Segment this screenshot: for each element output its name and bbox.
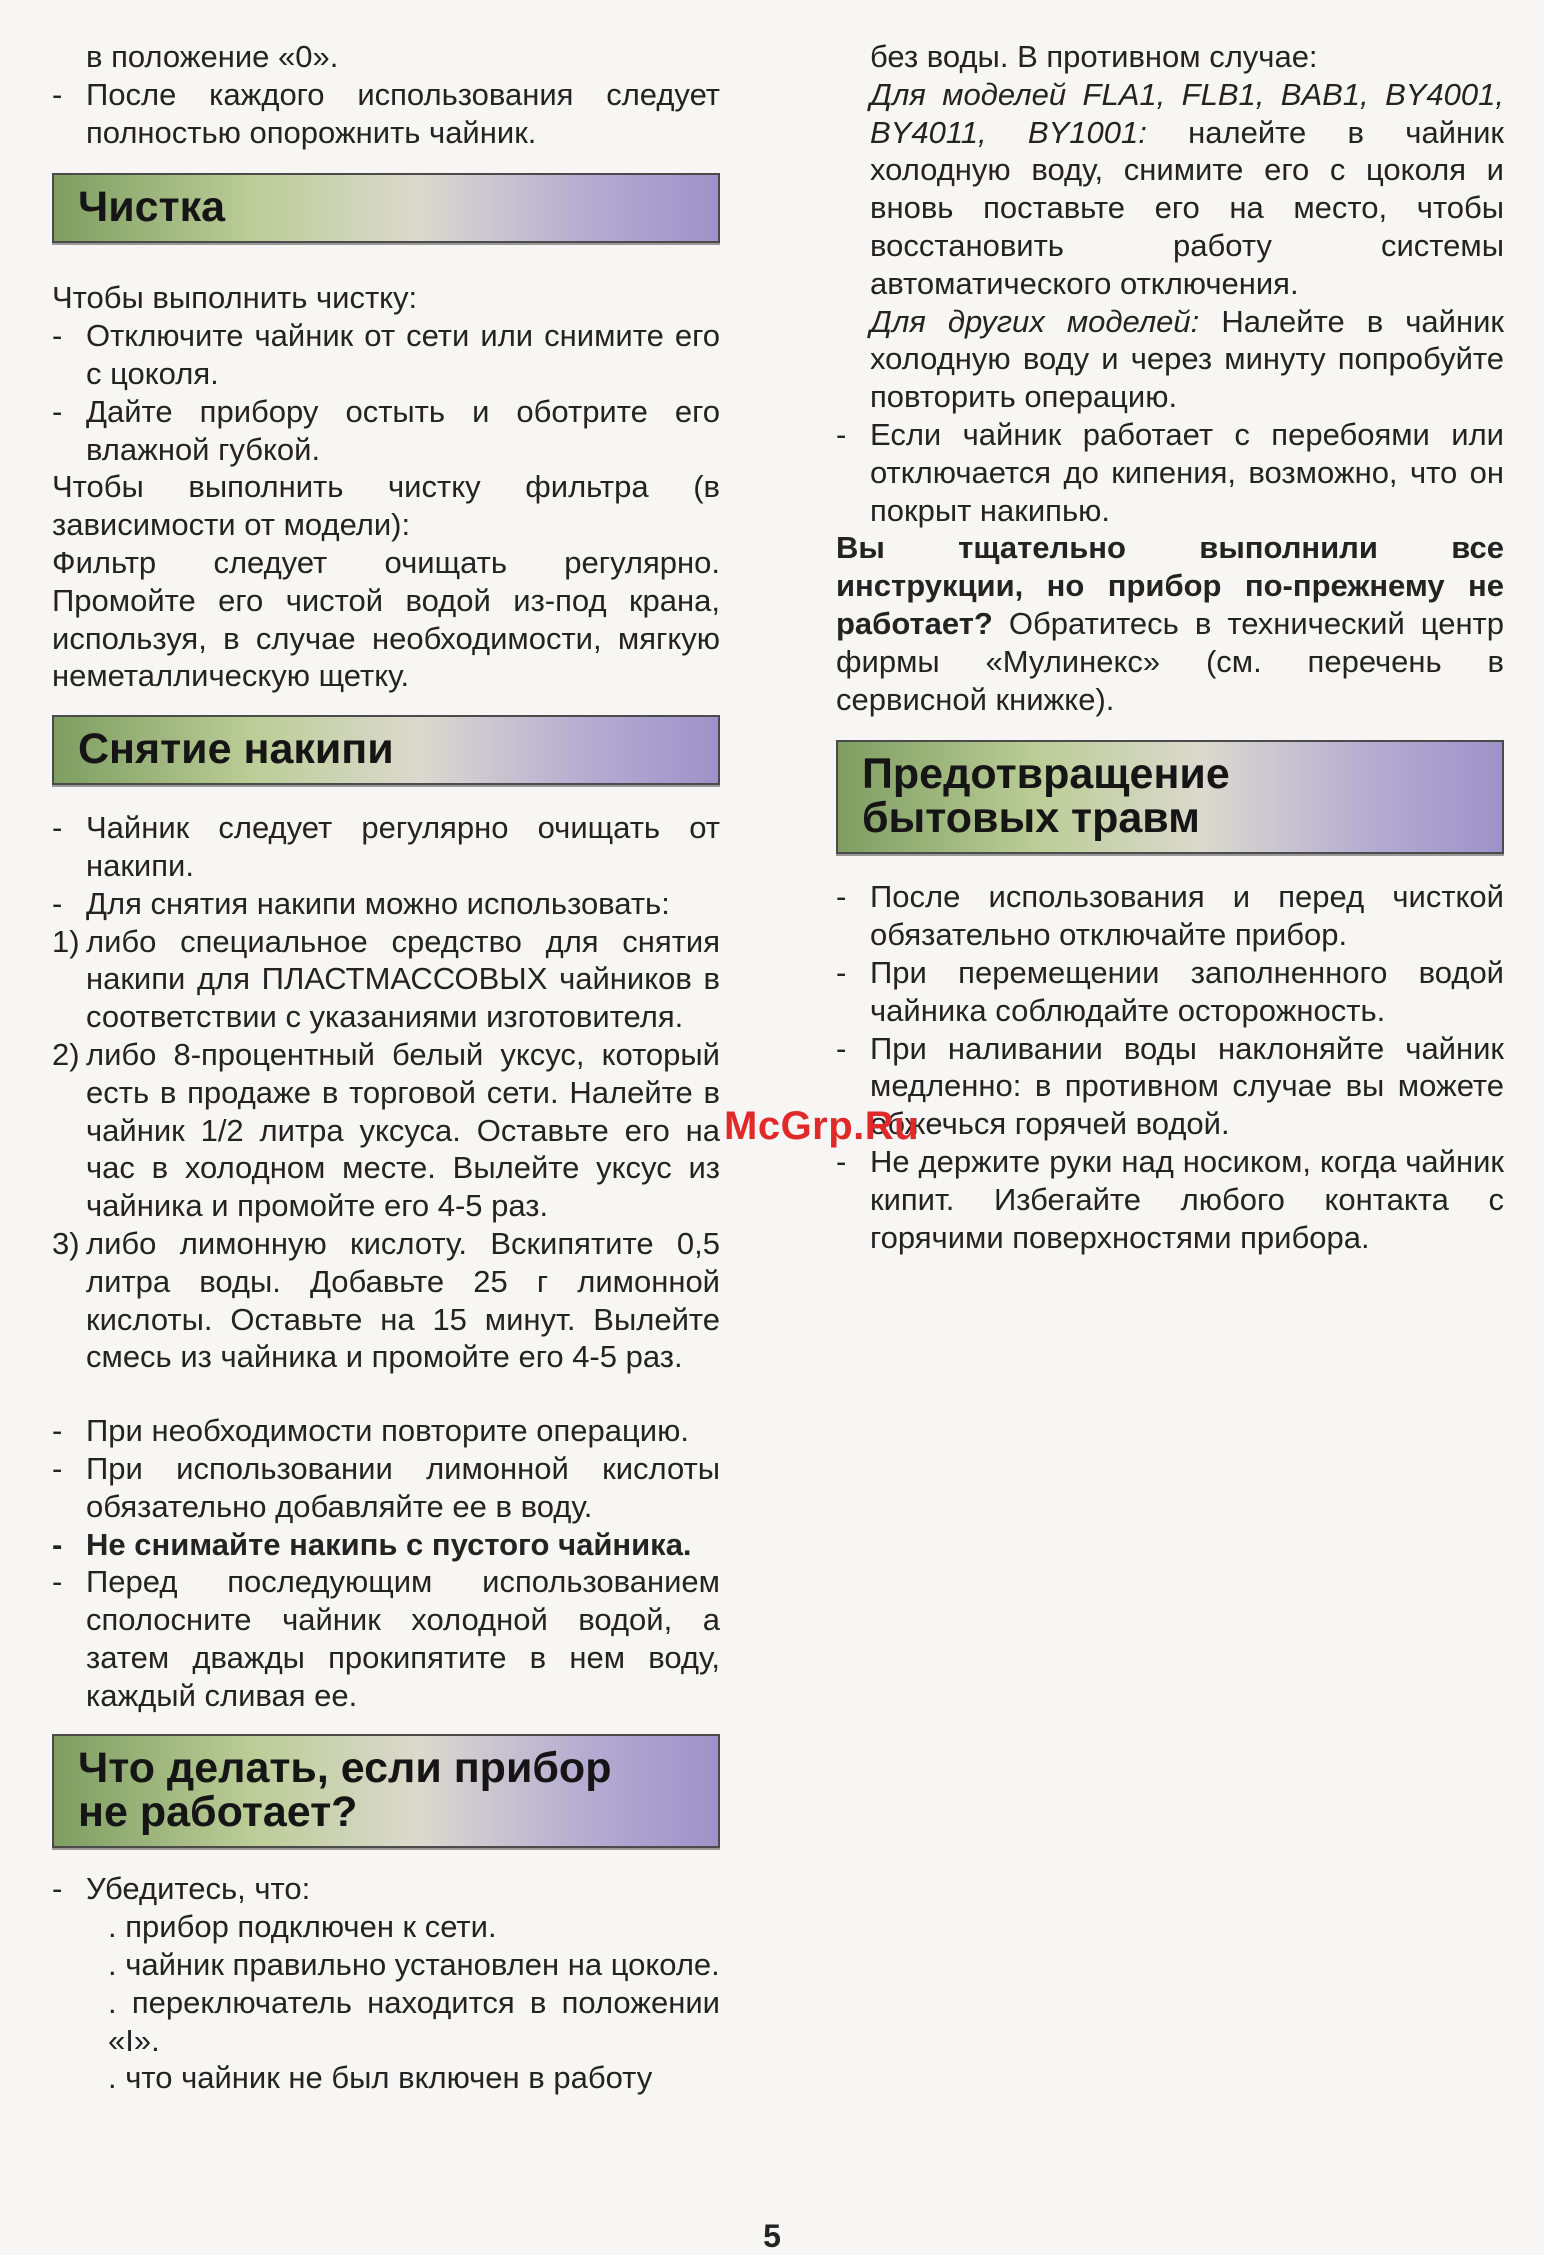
continued-line: без воды. В противном случае: [870,39,1318,74]
numbered-item: 3) либо лимонную кислоту. Вскипятите 0,5 литра воды. Добавьте 25 г лимонной кислоты. Оставьте на 15 минут. Вылейте смесь из чайника и промойте его 4-5 раз. [52,1225,720,1375]
section-header-cleaning: Чистка [52,173,720,243]
check-item: . переключатель находится в положении «I». [108,1984,720,2058]
right-column [836,38,1504,1256]
list-item: - Не держите руки над носиком, когда чайник кипит. Избегайте любого контакта с горячими поверхностями прибора. [836,1143,1504,1256]
numbered-item: 1) либо специальное средство для снятия накипи для ПЛАСТМАССОВЫХ чайников в соответствии с указаниями изготовителя. [52,923,720,1035]
list-item: - Дайте прибору остыть и оботрите его влажной губкой. [52,393,720,469]
list-item: - При необходимости повторите операцию. [52,1412,720,1450]
list-item: - Если чайник работает с перебоями или отключается до кипения, возможно, что он покрыт накипью. [836,416,1504,529]
list-item: - Перед последующим использованием сполосните чайник холодной водой, а затем дважды прокипятите в нем воду, каждый сливая ее. [52,1563,720,1714]
continued-line: в положение «0». [86,39,339,74]
list-item: - Чайник следует регулярно очищать от накипи. [52,809,720,885]
left-column [52,38,720,2097]
list-item: - После использования и перед чисткой обязательно отключайте прибор. [836,878,1504,954]
service-paragraph: Вы тщательно выполнили все инструкции, но прибор по-прежнему не работает? Обратитесь в технический центр фирмы «Мулинекс» (см. перечень в сервисной книжке). [836,530,1504,717]
page-number: 5 [763,2218,781,2254]
list-item: - После каждого использования следует полностью опорожнить чайник. [52,76,720,152]
list-item: - При перемещении заполненного водой чайника соблюдайте осторожность. [836,954,1504,1030]
list-item: - При наливании воды наклоняйте чайник медленно: в противном случае вы можете обжечься горячей водой. [836,1030,1504,1143]
list-item: - Отключите чайник от сети или снимите его с цоколя. [52,317,720,393]
check-item: . прибор подключен к сети. [108,1909,497,1945]
filter-text: Фильтр следует очищать регулярно. Промойте его чистой водой из-под крана, используя, в случае необходимости, мягкую неметаллическую щетку. [52,544,720,694]
cleaning-intro: Чтобы выполнить чистку: [52,280,418,316]
numbered-item: 2) либо 8-процентный белый уксус, который есть в продаже в торговой сети. Налейте в чайник 1/2 литра уксуса. Оставьте его на час в холодном месте. Вылейте уксус из чайника и промойте его 4-5 раз. [52,1036,720,1224]
warning-item: - Не снимайте накипь с пустого чайника. [52,1526,720,1564]
section-header-troubleshooting: Что делать, если прибор не работает? [52,1734,720,1848]
section-header-descaling: Снятие накипи [52,715,720,785]
models-a-paragraph: Для моделей FLA1, FLB1, BAB1, BY4001, BY4011, BY1001: налейте в чайник холодную воду, снимите его с цоколя и вновь поставьте его на место, чтобы восстановить работу системы автоматического отключения. [870,76,1504,301]
check-item: . чайник правильно установлен на цоколе. [108,1947,720,1983]
filter-intro: Чтобы выполнить чистку фильтра (в зависимости от модели): [52,469,720,543]
watermark: McGrp.Ru [724,1104,920,1148]
check-item: . что чайник не был включен в работу [108,2060,653,2096]
list-item: - Для снятия накипи можно использовать: [52,885,720,923]
section-header-safety: Предотвращение бытовых травм [836,740,1504,854]
models-b-paragraph: Для других моделей: Налейте в чайник холодную воду и через минуту попробуйте повторить операцию. [870,303,1504,415]
list-item: - Убедитесь, что: [52,1870,720,1908]
list-item: - При использовании лимонной кислоты обязательно добавляйте ее в воду. [52,1450,720,1526]
